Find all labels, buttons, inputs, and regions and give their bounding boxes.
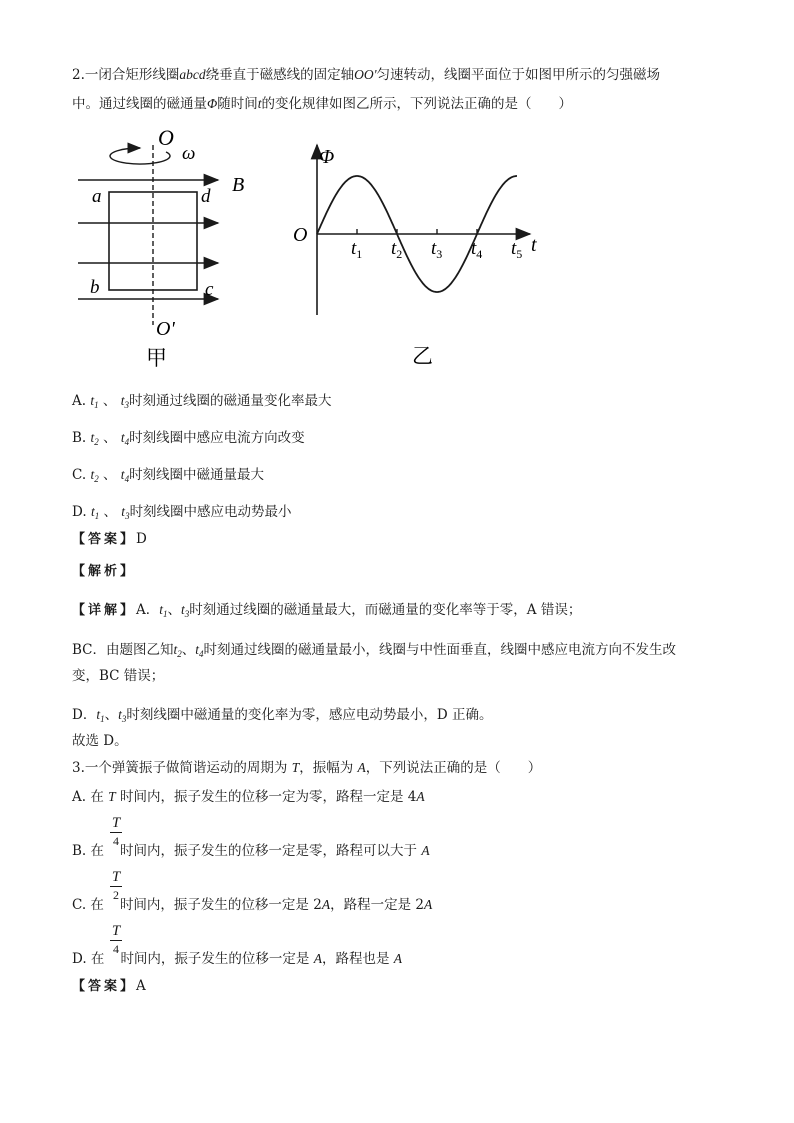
q2-option-d: D. $t_1$ 、 $t_3$时刻线圈中感应电动势最小 <box>72 504 292 521</box>
q2-stem-line-2: 中。通过线圈的磁通量Φ随时间t的变化规律如图乙所示，下列说法正确的是（ ） <box>72 96 573 112</box>
q3-answer: 【答案】A <box>72 978 146 994</box>
label-t: t <box>531 234 537 256</box>
q3-option-b-fraction: T 4 <box>111 815 121 848</box>
tick-label-t4: $t_4$ <box>471 238 483 261</box>
label-phi: Φ <box>319 146 335 168</box>
q2-conclusion: 故选 D。 <box>72 733 128 749</box>
tick-label-t2: $t_2$ <box>391 238 403 261</box>
q3-option-d-fraction: T 4 <box>111 923 121 956</box>
q2-analysis-tag: 【解析】 <box>72 564 137 579</box>
q2-option-b: B. $t_2$ 、 $t_4$时刻线圈中感应电流方向改变 <box>72 430 305 447</box>
label-a: a <box>92 186 102 207</box>
q2-option-c: C. $t_2$ 、 $t_4$时刻线圈中磁通量最大 <box>72 467 265 484</box>
label-origin: O <box>293 224 308 246</box>
label-O: O <box>158 125 174 150</box>
q3-option-b: B. 在 时间内，振子发生的位移一定是零，路程可以大于 A <box>72 843 430 859</box>
rotation-arrow <box>110 148 170 164</box>
label-O-prime: O' <box>156 318 175 340</box>
caption-yi: 乙 <box>412 344 433 368</box>
q3-option-c: C. 在 时间内，振子发生的位移一定是 2A，路程一定是 2A <box>72 897 433 913</box>
label-c: c <box>205 279 214 300</box>
figure-yi <box>285 135 550 370</box>
q3-option-d: D. 在 时间内，振子发生的位移一定是 A，路程也是 A <box>72 951 403 967</box>
q2-detail-a: 【详解】A．$t_1$、$t_3$时刻通过线圈的磁通量最大，而磁通量的变化率等于零，A 错误； <box>72 602 582 619</box>
label-b: b <box>90 277 100 298</box>
q2-detail-bc-cont: 变，BC 错误； <box>72 668 165 684</box>
q2-detail-d: D．$t_1$、$t_3$时刻线圈中磁通量的变化率为零，感应电动势最小，D 正确。 <box>72 707 493 724</box>
label-omega: ω <box>182 143 196 164</box>
q2-detail-bc: BC．由题图乙知$t_2$、$t_4$时刻通过线圈的磁通量最小，线圈与中性面垂直，线圈中感应电流方向不发生改 <box>72 642 677 659</box>
q3-option-c-fraction: T 2 <box>111 869 121 902</box>
figure-jia <box>70 125 260 370</box>
q3-option-a: A. 在 T 时间内，振子发生的位移一定为零，路程一定是 4A <box>72 789 425 805</box>
label-d: d <box>201 186 211 207</box>
tick-label-t1: $t_1$ <box>351 238 363 261</box>
q2-option-a: A. $t_1$ 、 $t_3$时刻通过线圈的磁通量变化率最大 <box>72 393 332 410</box>
caption-jia: 甲 <box>146 346 167 370</box>
q2-stem-line-1: 2.一闭合矩形线圈abcd绕垂直于磁感线的固定轴OO'匀速转动，线圈平面位于如图甲所示的匀强磁场 <box>72 67 661 83</box>
q3-stem: 3.一个弹簧振子做简谐运动的周期为 T，振幅为 A，下列说法正确的是（ ） <box>72 760 542 776</box>
tick-label-t3: $t_3$ <box>431 238 443 261</box>
tick-label-t5: $t_5$ <box>511 238 523 261</box>
label-B: B <box>232 174 245 196</box>
q2-answer: 【答案】D <box>72 531 147 547</box>
